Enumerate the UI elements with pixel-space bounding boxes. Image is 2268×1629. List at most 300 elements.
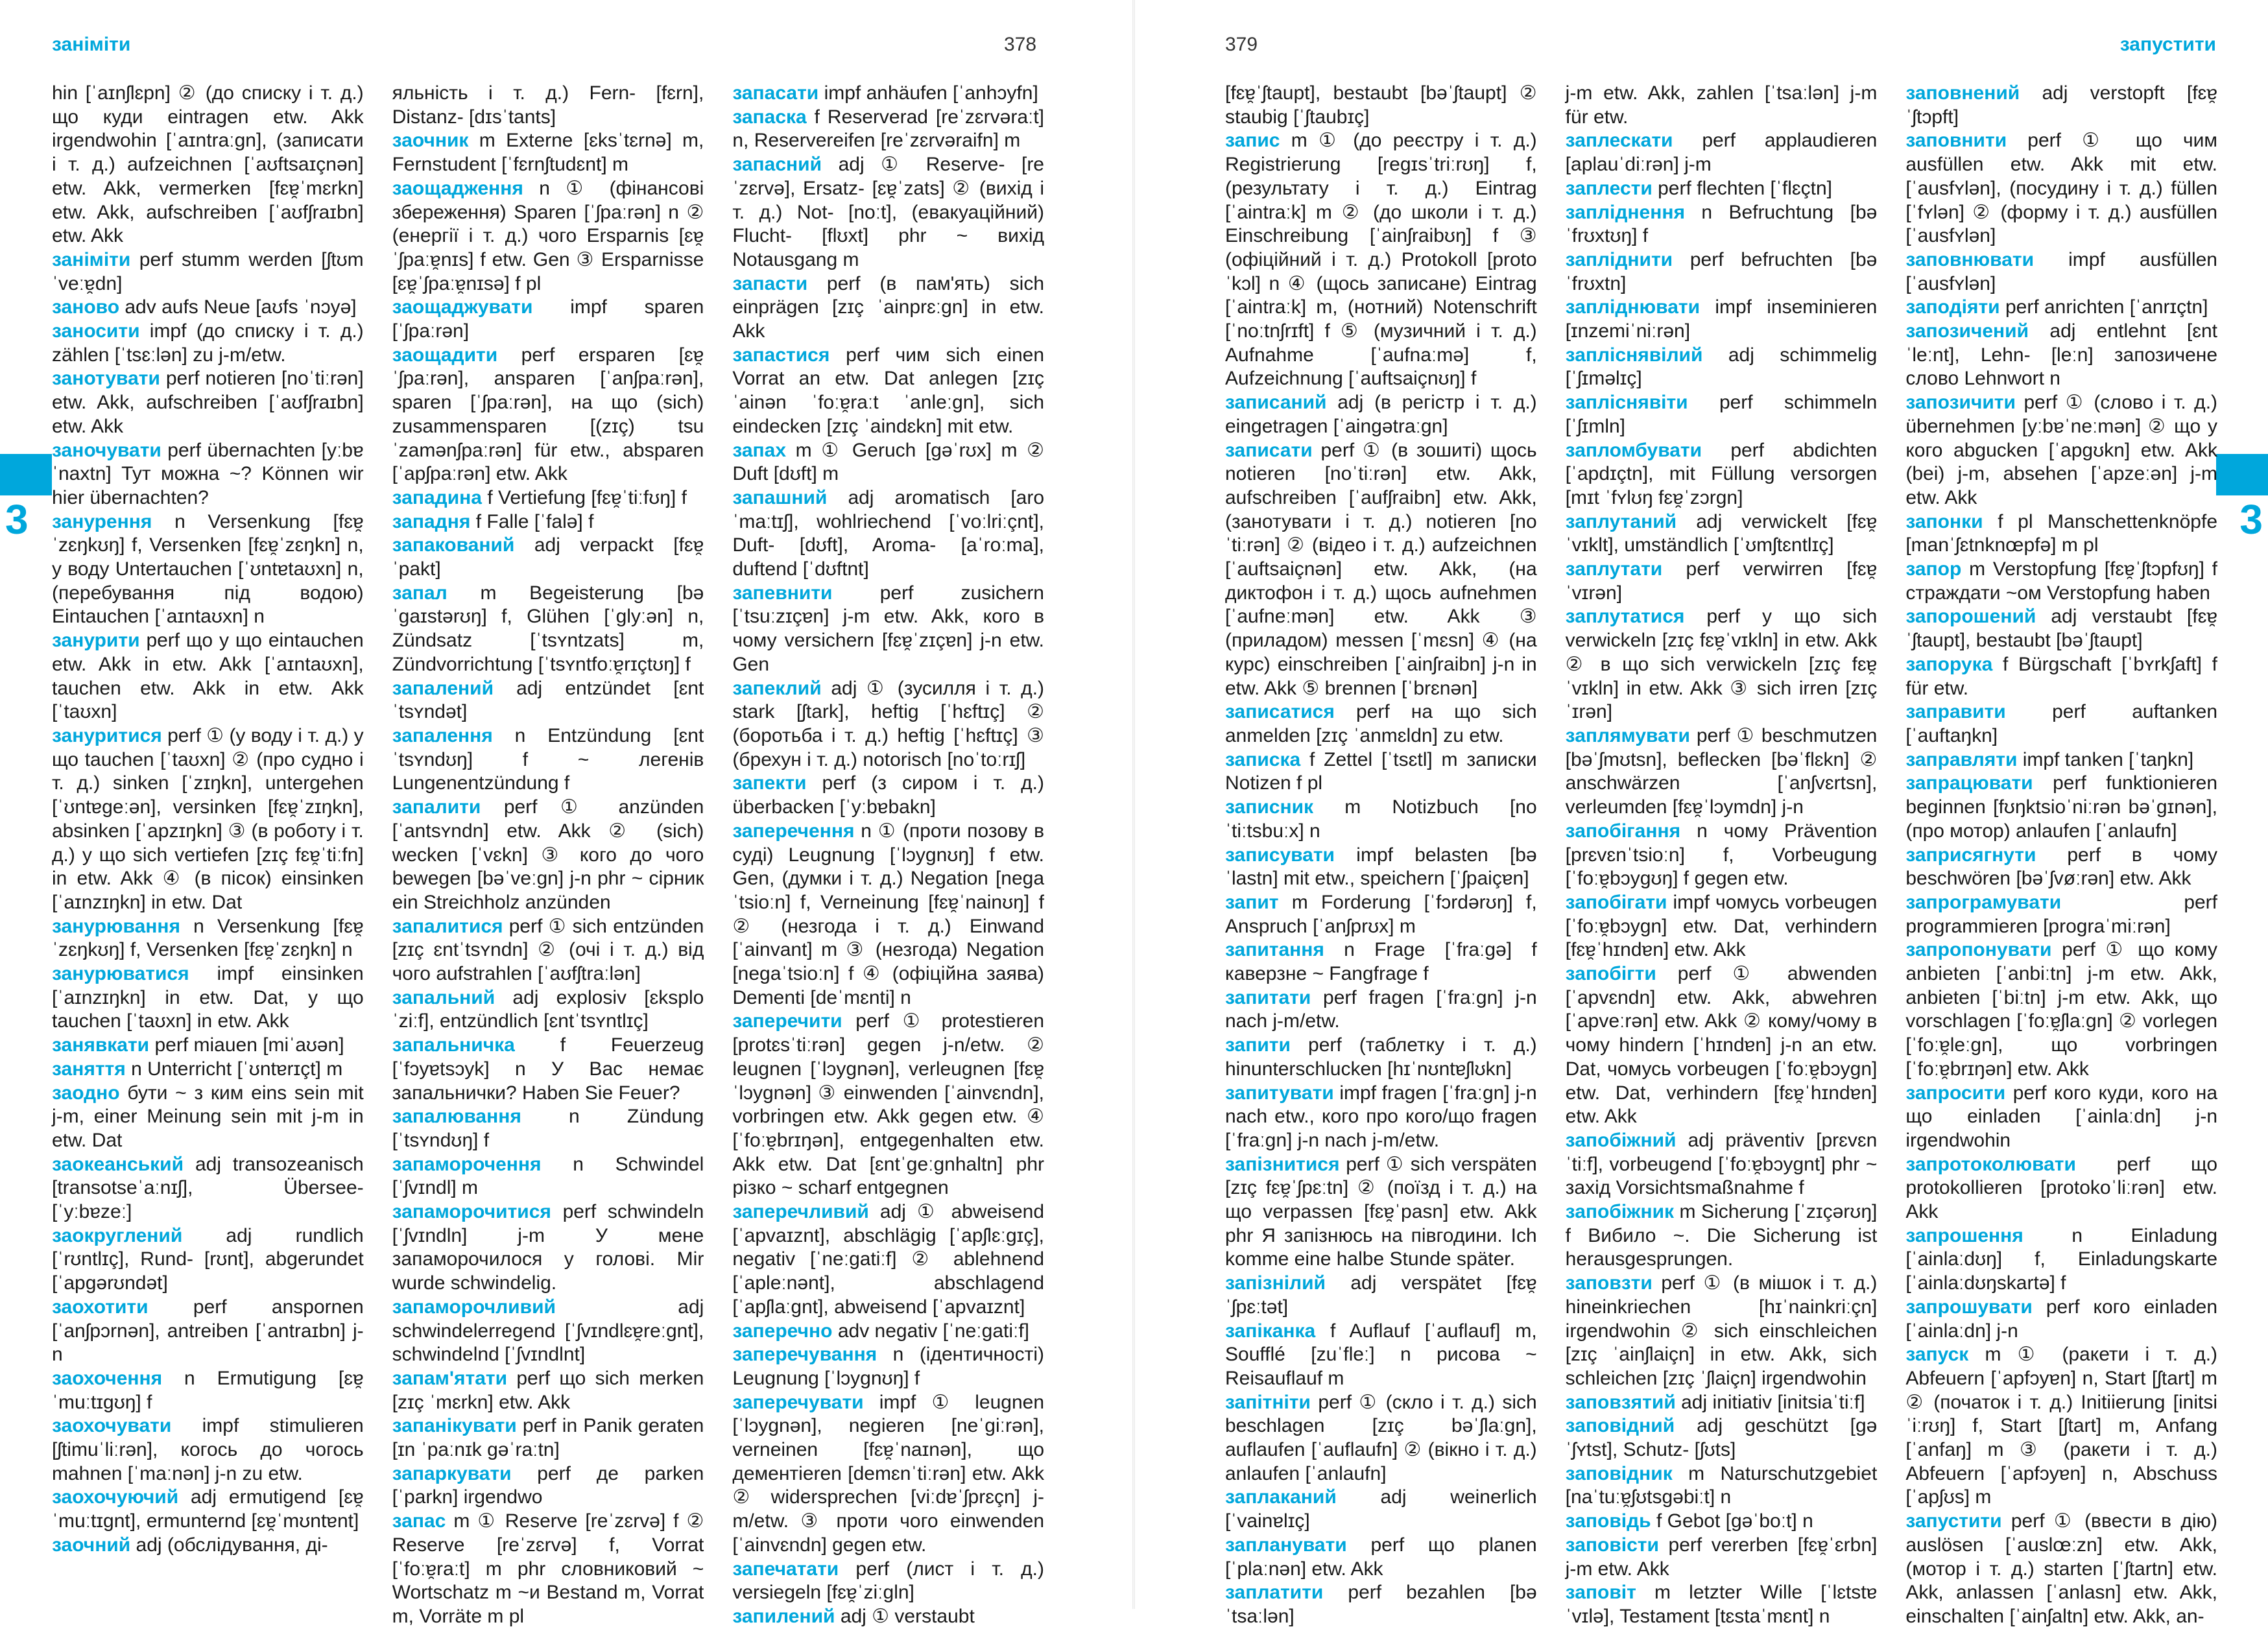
entry-definition: perf bezahlen [bəˈtsaːlən]: [1225, 1582, 1537, 1627]
dictionary-entry: [732, 439, 1044, 486]
entry-headword: запліснявілий: [1565, 344, 1703, 366]
entry-headword: запаморочитися: [392, 1201, 551, 1223]
entry-definition: n ① (фінансові збереження) Sparen [ˈʃpaːrən] n ② (енергії і т. д.) чого Ersparnis [ɛɐ̯ˈʃpaːɐ̯nɪs] f etw. Gen ③ Ersparnisse [ɛɐ̯ˈʃpaːɐ̯nɪsə] f pl: [392, 177, 704, 294]
entry-definition: impf fragen [ˈfraːgn] j-n nach etw., кого про кого/що fragen [ˈfraːgn] j-n nach j-m/etw.: [1225, 1082, 1537, 1151]
dictionary-entry: [1566, 391, 1878, 438]
dictionary-entry: [1905, 891, 2217, 938]
entry-definition: perf ersparen [ɛɐ̯ˈʃpaːrən], ansparen [ˈanʃpaːrən], sparen [ˈʃpaːrən], на що (sich) zusammensparen [(zɪç) tsuˈzamənʃpaːrən] für etw., absparen [ˈapʃpaːrən] etw. Akk: [392, 344, 704, 485]
dictionary-entry: [52, 1486, 364, 1533]
dictionary-entry: [1225, 129, 1537, 391]
dictionary-entry: [392, 1510, 704, 1629]
dictionary-entry: [392, 82, 704, 129]
columns-left: [52, 82, 1045, 1627]
dictionary-entry: [1566, 1462, 1878, 1510]
entry-headword: заплатити: [1225, 1582, 1324, 1604]
dictionary-entry: [1225, 1272, 1537, 1319]
dictionary-entry: [732, 582, 1044, 677]
dictionary-entry: [1905, 700, 2217, 748]
entry-definition: f Feuerzeug [ˈfɔyɐtsɔyk] n У Вас немає запальнички? Haben Sie Feuer?: [392, 1034, 704, 1104]
dictionary-entry: [732, 344, 1044, 439]
entry-definition: perf verwirren [fɛɐ̯ˈvɪrən]: [1565, 558, 1878, 604]
entry-headword: записати: [1225, 439, 1313, 461]
dictionary-entry: [392, 486, 704, 510]
column: [52, 82, 364, 1556]
entry-headword: запропонувати: [1905, 939, 2052, 961]
entry-definition: n Schwindel [ˈʃvɪndl] m: [392, 1153, 704, 1199]
dictionary-entry: [392, 1296, 704, 1367]
entry-headword: запланувати: [1225, 1534, 1347, 1556]
entry-headword: запліднення: [1565, 201, 1685, 223]
running-head-word: запустити: [2119, 34, 2216, 55]
entry-definition: perf zusichern [ˈtsuːzɪçɐn] j-m etw. Akk, кого в чому versichern [fɛɐ̯ˈzɪçɐn] j-n etw. Gen: [732, 582, 1045, 675]
entry-definition: perf funktionieren beginnen [fʊŋktsioˈniːrən bəˈgɪnən], (про мотор) anlaufen [ˈanlaufn]: [1905, 772, 2218, 842]
dictionary-entry: [1566, 1200, 1878, 1272]
entry-headword: заперечно: [732, 1320, 833, 1342]
entry-definition: m ① (до реєстру і т. д.) Registrierung [regɪsˈtriːrʊŋ] f, (результату і т. д.) Eintrag [ˈaintraːk] m ② (до школи і т. д.) Einschreibung [ˈainʃraibʊŋ] f ③ (офіційний і т. д.) Protokoll [protoˈkɔl] n ④ (щось записане) Eintrag [ˈaintraːk] m, (нотний) Notenschrift [ˈnoːtnʃrɪft] f ⑤ (музичний і т. д.) Aufnahme [ˈaufnaːmə] f, Aufzeichnung [ˈauftsaiçnʊŋ] f: [1225, 130, 1537, 390]
entry-definition: n Ermutigung [ɛɐ̯ˈmuːtɪgʊŋ] f: [52, 1367, 364, 1413]
entry-definition: adj explosiv [ɛksploˈziːf], entzündlich [ɛntˈtsʏntlɪç]: [392, 986, 704, 1032]
entry-definition: perf flechten [ˈflɛçtn]: [1658, 177, 1832, 199]
entry-definition: m ① (ракети і т. д.) Abfeuern [ˈapfɔyɐn] n, Start [ʃtart] m ② (початок і т. д.) Initiierung [initsiˈiːrʊŋ] f, Start [ʃtart] m, Anfang [ˈanfaŋ] m ③ (ракети і т. д.) Abfeuern [ˈapfɔyɐn] n, Abschuss [ˈapʃʊs] m: [1905, 1344, 2218, 1508]
entry-definition: n Zündung [ˈtsʏndʊŋ] f: [392, 1106, 704, 1151]
entry-definition: perf auftanken [ˈauftaŋkn]: [1905, 701, 2218, 746]
dictionary-entry: [732, 1343, 1044, 1390]
entry-definition: adj schimmelig [ˈʃɪməlɪç]: [1565, 344, 1878, 390]
dictionary-entry: [1225, 748, 1537, 796]
dictionary-entry: [392, 796, 704, 915]
entry-definition: m ① Geruch [gəˈrʊx] m ② Duft [dʊft] m: [732, 439, 1045, 485]
dictionary-entry: [392, 1200, 704, 1296]
dictionary-entry: [392, 677, 704, 724]
entry-definition: impf ausfüllen [ˈausfʏlən]: [1905, 248, 2217, 294]
entry-headword: запрошувати: [1905, 1296, 2033, 1318]
dictionary-entry: [1225, 938, 1537, 986]
running-head-word: заніміти: [52, 34, 131, 55]
dictionary-entry: [1905, 1082, 2217, 1153]
entry-definition: adj verwickelt [fɛɐ̯ˈvɪklt], umständlich [ˈʊmʃtɛntlɪç]: [1565, 510, 1878, 556]
entry-definition: [fɛɐ̯ˈʃtaupt], bestaubt [bəˈʃtaupt] ② staubig [ˈʃtaubɪç]: [1225, 82, 1537, 128]
entry-definition: adj verspätet [fɛɐ̯ˈʃpɛːtət]: [1225, 1272, 1537, 1318]
entry-headword: запітніти: [1225, 1391, 1311, 1413]
entry-headword: запалення: [392, 724, 493, 746]
entry-definition: perf ① anzünden [ˈantsʏndn] etw. Akk ② (sich) wecken [ˈvɛkn] ③ кого до чого bewegen [bəˈveːgn] j-n phr ~ сірник ein Streichholz anzünden: [392, 796, 704, 913]
dictionary-entry: [1566, 1129, 1878, 1200]
dictionary-entry: [732, 272, 1044, 344]
running-head-right: [2120, 34, 2216, 66]
dictionary-entry: [1566, 1391, 1878, 1415]
entry-headword: запанікувати: [392, 1415, 517, 1437]
entry-headword: запакований: [392, 534, 515, 556]
entry-headword: заправити: [1905, 701, 2006, 723]
entry-definition: adj entlehnt [ɛntˈleːnt], Lehn- [leːn] запозичене слово Lehnwort n: [1905, 320, 2218, 390]
entry-definition: adj rundlich [ˈrʊntlɪç], Rund- [rʊnt], abgerundet [ˈapgərʊndət]: [52, 1224, 364, 1294]
entry-definition: f Gebot [gəˈboːt] n: [1656, 1510, 1813, 1532]
entry-headword: заощадити: [392, 344, 498, 366]
dictionary-entry: [1225, 1581, 1537, 1628]
dictionary-entry: [1225, 1391, 1537, 1486]
entry-headword: запобігати: [1565, 891, 1667, 913]
entry-headword: записаний: [1225, 392, 1327, 414]
entry-definition: perf де parken [ˈparkn] irgendwo: [392, 1462, 704, 1508]
entry-headword: запалювання: [392, 1106, 521, 1128]
entry-definition: perf notieren [noˈtiːrən] etw. Akk, aufschreiben [ˈaʊfʃraɪbn] etw. Akk: [52, 368, 364, 437]
entry-headword: записувати: [1225, 844, 1335, 866]
entry-headword: запитати: [1225, 986, 1311, 1008]
column: [1905, 82, 2218, 1627]
page-number: 378: [1004, 34, 1037, 55]
entry-headword: занурення: [52, 510, 152, 532]
entry-definition: perf applaudieren [aplauˈdiːrən] j-m: [1565, 130, 1878, 176]
entry-definition: f Zettel [ˈtsɛtl] m записки Notizen f pl: [1225, 748, 1537, 794]
entry-definition: f Auflauf [ˈauflauf] m, Soufflé [zuˈfleː] n рисова ~ Reisauflauf m: [1225, 1320, 1537, 1389]
entry-definition: adj verstaubt [fɛɐ̯ˈʃtaupt], bestaubt [bəˈʃtaupt]: [1905, 606, 2218, 652]
entry-headword: запасти: [732, 272, 808, 294]
entry-definition: f Reserverad [reˈzɛrvəraːt] n, Reservereifen [reˈzɛrvəraifn] m: [732, 106, 1045, 152]
entry-headword: запозичити: [1905, 392, 2016, 414]
entry-definition: perf anspornen [ˈanʃpɔrnən], antreiben [ˈantraɪbn] j-n: [52, 1296, 364, 1366]
entry-headword: заохотити: [52, 1296, 149, 1318]
entry-definition: n Versenkung [fɛɐ̯ˈzɛŋkʊŋ] f, Versenken [fɛɐ̯ˈzɛŋkn] n, у воду Untertauchen [ˈʊntɐtaʊxn] n, (перебування під водою) Eintauchen [ˈaɪntaʊxn] n: [52, 510, 364, 628]
entry-headword: запах: [732, 439, 787, 461]
entry-headword: запліднити: [1565, 248, 1673, 270]
dictionary-entry: [732, 486, 1044, 582]
entry-definition: perf у що sich verwickeln [zɪç fɛɐ̯ˈvɪkln] in etw. Akk ② в що sich verwickeln [zɪç fɛɐ̯ˈvɪkln] in etw. Akk ③ sich irren [zɪç ˈɪrən]: [1565, 606, 1878, 723]
dictionary-entry: [52, 1296, 364, 1367]
dictionary-entry: [392, 129, 704, 176]
thumb-index-number: 3: [5, 496, 29, 543]
entry-headword: запустити: [1905, 1510, 2002, 1532]
dictionary-entry: [732, 1391, 1044, 1558]
entry-headword: запуск: [1905, 1344, 1969, 1366]
entry-definition: n Frage [ˈfraːgə] f каверзне ~ Fangfrage f: [1225, 939, 1537, 985]
entry-headword: запитання: [1225, 939, 1324, 961]
entry-definition: n Unterricht [ˈʊntɐrɪçt] m: [131, 1058, 343, 1080]
dictionary-entry: [52, 296, 364, 320]
dictionary-entry: [1225, 796, 1537, 843]
dictionary-entry: [52, 367, 364, 438]
dictionary-entry: [1225, 439, 1537, 701]
entry-definition: perf (лист і т. д.) versiegeln [fɛɐ̯ˈziːgln]: [732, 1558, 1045, 1604]
entry-headword: запам'ятати: [392, 1367, 508, 1389]
dictionary-entry: [52, 962, 364, 1034]
dictionary-entry: [52, 82, 364, 248]
dictionary-entry: [732, 106, 1044, 153]
dictionary-entry: [1905, 938, 2217, 1081]
entry-definition: adj ermutigend [ɛɐ̯ˈmuːtɪgnt], ermunternd [ɛɐ̯ˈmʊntɐnt]: [52, 1486, 364, 1532]
entry-headword: запечатати: [732, 1558, 839, 1580]
entry-headword: заповідний: [1565, 1415, 1675, 1437]
entry-headword: заплаканий: [1225, 1486, 1337, 1508]
entry-definition: impf inseminieren [ɪnzemiˈniːrən]: [1565, 296, 1878, 342]
entry-definition: m Naturschutzgebiet [naˈtuːɐ̯ʃʊtsgəbiːt] n: [1565, 1462, 1878, 1508]
dictionary-entry: [392, 915, 704, 986]
entry-definition: m Forderung [ˈfɔrdərʊŋ] f, Anspruch [ˈanʃprʊx] m: [1225, 891, 1537, 937]
entry-headword: заповіт: [1565, 1582, 1636, 1604]
entry-headword: заохочуючий: [52, 1486, 179, 1508]
thumb-index-number: 3: [2239, 496, 2263, 543]
entry-definition: m ① Reserve [reˈzɛrvə] f ② Reserve [reˈzɛrvə] f, Vorrat [ˈfoːɐ̯raːt] m phr словниковий ~ Wortschatz m ~и Bestand m, Vorrat m, Vorräte m pl: [392, 1510, 704, 1627]
entry-definition: perf ① (скло і т. д.) sich beschlagen [zɪç bəˈʃlaːgn], auflaufen [ˈauflaufn] ② (вікно і т. д.) anlaufen [ˈanlaufn]: [1225, 1391, 1537, 1484]
entry-definition: perf ① (слово і т. д.) übernehmen [yːbɐˈneːmən] ② що у кого abgucken [ˈapgʊkn] etw. Akk (bei) j-m, absehen [ˈapzeːən] j-m etw. Akk: [1905, 392, 2218, 508]
entry-headword: заново: [52, 296, 120, 318]
entry-headword: запальничка: [392, 1034, 515, 1056]
dictionary-entry: [1566, 1510, 1878, 1534]
entry-headword: запити: [1225, 1034, 1291, 1056]
entry-headword: запобіжник: [1565, 1201, 1675, 1223]
dictionary-entry: [52, 1034, 364, 1058]
entry-definition: n Einladung [ˈainlaːdʊŋ] f, Einladungskarte [ˈainlaːdʊŋskartə] f: [1905, 1224, 2218, 1294]
dictionary-entry: [52, 1414, 364, 1486]
entry-definition: perf programmieren [prograˈmiːrən]: [1905, 891, 2218, 937]
entry-definition: бути ~ з ким eins sein mit j-m, einer Meinung sein mit j-m in etw. Dat: [52, 1082, 364, 1151]
page-number-left: [1004, 34, 1036, 66]
entry-definition: m Verstopfung [fɛɐ̯ˈʃtɔpfʊŋ] f страждати ~ом Verstopfung haben: [1905, 558, 2218, 604]
entry-headword: запекти: [732, 772, 807, 794]
dictionary-entry: [392, 1462, 704, 1510]
entry-headword: заповнювати: [1905, 248, 2035, 270]
entry-headword: запобігання: [1565, 820, 1681, 842]
dictionary-entry: [1905, 129, 2217, 248]
entry-headword: запобіжний: [1565, 1129, 1677, 1151]
dictionary-entry: [52, 1082, 364, 1153]
entry-headword: заперечення: [732, 820, 855, 842]
entry-definition: n Versenkung [fɛɐ̯ˈzɛŋkʊŋ] f, Versenken [fɛɐ̯ˈzɛŋkn] n: [52, 915, 364, 961]
entry-headword: заощадження: [392, 177, 523, 199]
dictionary-entry: [1566, 558, 1878, 605]
entry-headword: заперечувати: [732, 1391, 864, 1413]
entry-definition: impf einsinken [ˈaɪnzɪŋkn] in etw. Dat, у що tauchen [ˈtaʊxn] in etw. Akk: [52, 963, 364, 1032]
entry-headword: занурюватися: [52, 963, 189, 985]
entry-headword: запасати: [732, 82, 819, 104]
entry-headword: запальний: [392, 986, 495, 1008]
entry-headword: запалити: [392, 796, 481, 818]
entry-headword: запас: [392, 1510, 446, 1532]
dictionary-entry: [1566, 724, 1878, 820]
entry-definition: perf на що sich anmelden [zɪç ˈanmɛldn] zu etw.: [1225, 701, 1537, 746]
entry-headword: заочний: [52, 1534, 131, 1556]
columns-right: [1225, 82, 2218, 1627]
entry-headword: заплутати: [1565, 558, 1663, 580]
entry-definition: perf ① що чим ausfüllen etw. Akk mit etw. [ˈausfʏlən], (посудину і т. д.) füllen [ˈfʏlən] ② (форму і т. д.) ausfüllen [ˈausfʏlən]: [1905, 130, 2218, 247]
entry-headword: запит: [1225, 891, 1279, 913]
entry-headword: заплутатися: [1565, 606, 1685, 628]
entry-definition: perf schwindeln [ˈʃvɪndln] j-m У мене запаморочилося у голові. Mir wurde schwindelig.: [392, 1201, 704, 1294]
entry-headword: заповідь: [1565, 1510, 1651, 1532]
dictionary-entry: [1225, 1034, 1537, 1081]
entry-definition: adj aromatisch [aroˈmaːtɪʃ], wohlriechend [ˈvoːlriːçnt], Duft- [dʊft], Aroma- [aˈroːma], duftend [ˈdʊftnt]: [732, 486, 1045, 580]
dictionary-entry: [1225, 1486, 1537, 1533]
dictionary-entry: [392, 582, 704, 677]
entry-definition: j-m etw. Akk, zahlen [ˈtsaːlən] j-m für etw.: [1565, 82, 1878, 128]
dictionary-entry: [52, 915, 364, 962]
entry-headword: заніміти: [52, 248, 131, 270]
dictionary-entry: [392, 344, 704, 486]
dictionary-entry: [1225, 891, 1537, 938]
entry-headword: запросити: [1905, 1082, 2006, 1104]
dictionary-entry: [392, 296, 704, 343]
entry-definition: f Bürgschaft [ˈbʏrkʃaft] f für etw.: [1905, 653, 2218, 699]
entry-headword: заповнений: [1905, 82, 2020, 104]
dictionary-entry: [392, 177, 704, 296]
entry-headword: заповідник: [1565, 1462, 1673, 1484]
dictionary-entry: [1566, 1414, 1878, 1462]
entry-headword: запонки: [1905, 510, 1983, 532]
entry-headword: западня: [392, 510, 471, 532]
entry-headword: зануритися: [52, 724, 162, 746]
entry-definition: f Falle [ˈfalə] f: [475, 510, 594, 532]
entry-definition: perf ① sich entzünden [zɪç ɛntˈtsʏndn] ② (очі і т. д.) від чого aufstrahlen [ˈaʊfʃtraːlən]: [392, 915, 704, 985]
entry-definition: perf що у що eintauchen etw. Akk in etw. Akk [ˈaɪntaʊxn], tauchen etw. Akk in etw. Akk [ˈtaʊxn]: [52, 630, 364, 723]
dictionary-entry: [732, 1605, 1044, 1629]
entry-headword: заплести: [1565, 177, 1653, 199]
entry-definition: f Vertiefung [fɛɐ̯ˈtiːfʊŋ] f: [487, 486, 687, 508]
dictionary-entry: [1905, 391, 2217, 510]
dictionary-entry: [1905, 1224, 2217, 1296]
entry-headword: запасний: [732, 154, 822, 176]
dictionary-entry: [52, 724, 364, 915]
entry-definition: n (ідентичності) Leugnung [ˈlɔygnʊŋ] f: [732, 1344, 1045, 1389]
dictionary-entry: [392, 1105, 704, 1152]
entry-definition: m Externe [ɛksˈtɛrnə] m, Fernstudent [ˈfɛrnʃtudɛnt] m: [392, 130, 704, 176]
entry-definition: m Begeisterung [bəˈgaɪstərʊŋ] f, Glühen [ˈglyːən] n, Zündsatz [ˈtsʏntzats] m, Zündvorrichtung [ˈtsʏntfoːɐ̯rɪçtʊŋ] f: [392, 582, 704, 675]
entry-headword: запеклий: [732, 677, 822, 699]
entry-headword: записник: [1225, 796, 1314, 818]
dictionary-entry: [732, 1010, 1044, 1200]
entry-definition: adj präventiv [prɛvɛnˈtiːf], vorbeugend [ˈfoːɐ̯bɔygnt] phr ~ захід Vorsichtsmaßnahme f: [1565, 1129, 1878, 1199]
entry-definition: impf (до списку і т. д.) zählen [ˈtsɛːlən] zu j-m/etw.: [52, 320, 364, 366]
dictionary-entry: [1566, 296, 1878, 343]
entry-definition: m Notizbuch [noˈtiːtsbuːx] n: [1225, 796, 1537, 842]
dictionary-entry: [1566, 248, 1878, 296]
dictionary-entry: [1905, 772, 2217, 843]
entry-definition: perf ① beschmutzen [bəˈʃmʊtsn], beflecken [bəˈflɛkn] ② anschwärzen [ˈanʃvɛrtsn], verleumden [fɛɐ̯ˈlɔymdn] j-n: [1565, 724, 1878, 818]
dictionary-entry: [1566, 605, 1878, 724]
entry-definition: adj geschützt [gəˈʃʏtst], Schutz- [ʃʊts]: [1565, 1415, 1878, 1461]
dictionary-entry: [732, 772, 1044, 819]
entry-definition: adj (в регістр і т. д.) eingetragen [ˈaingətraːgn]: [1225, 392, 1537, 437]
dictionary-entry: [52, 248, 364, 296]
entry-headword: заощаджувати: [392, 296, 533, 318]
dictionary-entry: [1905, 748, 2217, 772]
column: [732, 82, 1045, 1627]
entry-headword: заповісти: [1565, 1534, 1659, 1556]
entry-headword: занурити: [52, 630, 140, 652]
entry-definition: perf anrichten [ˈanrɪçtn]: [2005, 296, 2208, 318]
entry-headword: запорука: [1905, 653, 1993, 675]
entry-definition: adj initiativ [initsiaˈtiːf]: [1681, 1391, 1865, 1413]
entry-headword: запевнити: [732, 582, 833, 604]
entry-headword: запротоколювати: [1905, 1153, 2076, 1175]
entry-definition: perf ① (ввести в дію) auslösen [ˈauslœːzn] etw. Akk, (мотор і т. д.) starten [ˈʃtartn] etw. Akk, anlassen [ˈanlasn] etw. Akk, einschalten [ˈainʃaltn] etw. Akk, an-: [1905, 1510, 2218, 1627]
entry-definition: perf übernachten [yːbɐˈnaxtn] Тут можна ~? Können wir hier übernachten?: [52, 439, 364, 508]
entry-headword: заочник: [392, 130, 469, 152]
entry-definition: impf belasten [bəˈlastn] mit etw., speichern [ˈʃpaiçɐn]: [1225, 844, 1537, 890]
entry-definition: impf ① leugnen [ˈlɔygnən], negieren [neˈgiːrən], verneinen [fɛɐ̯ˈnaɪnən], що дементieren [demɛnˈtiːrən] etw. Akk ② widersprechen [viːdɐˈʃprɛçn] j-m/etw. ③ проти чого einwenden [ˈainvɛndn] gegen etw.: [732, 1391, 1045, 1556]
dictionary-entry: [1905, 248, 2217, 296]
entry-definition: perf ① protestieren [protɛsˈtiːrən] gegen j-n/etw. ② leugnen [ˈlɔygnən], verleugnen [fɛɐ̯ˈlɔygnən] ③ einwenden [ˈainvɛndn], vorbringen etw. Akk gegen etw. ④ [ˈfoːɐ̯brɪŋən], entgegenhalten etw. Akk etw. Dat [ɛntˈgeːgnhaltn] phr різко ~ scharf entgegnen: [732, 1010, 1045, 1199]
entry-definition: n Entzündung [ɛntˈtsʏndʊŋ] f ~ легенів Lungenentzündung f: [392, 724, 704, 794]
entry-definition: perf що sich merken [zɪç ˈmɛrkn] etw. Akk: [392, 1367, 704, 1413]
dictionary-entry: [52, 1367, 364, 1414]
dictionary-entry: [1905, 653, 2217, 700]
entry-definition: adj ① (зусилля і т. д.) stark [ʃtark], heftig [ˈhɛftɪç] ② (боротьба і т. д.) heftig [ˈhɛftɪç] ③ (брехун і т. д.) notorisch [noˈtoːrɪʃ]: [732, 677, 1045, 770]
entry-headword: заохочувати: [52, 1415, 172, 1437]
dictionary-entry: [1566, 177, 1878, 201]
dictionary-entry: [1905, 844, 2217, 891]
dictionary-entry: [392, 510, 704, 534]
dictionary-entry: [1566, 510, 1878, 558]
entry-headword: заприсягнути: [1905, 844, 2036, 866]
dictionary-entry: [392, 724, 704, 796]
entry-headword: запис: [1225, 130, 1280, 152]
dictionary-entry: [1566, 820, 1878, 891]
entry-definition: perf schimmeln [ˈʃɪmln]: [1565, 392, 1878, 437]
dictionary-entry: [1566, 1581, 1878, 1628]
entry-definition: adj schwindelerregend [ˈʃvɪndlɛɐ̯reːgnt], schwindelnd [ˈʃvɪndlnt]: [392, 1296, 704, 1366]
entry-headword: запал: [392, 582, 448, 604]
entry-definition: perf ① sich verspäten [zɪç fɛɐ̯ˈʃpɛːtn] ② (поїзд і т. д.) на що verpassen [fɛɐ̯ˈpasn] etw. Akk phr Я запізнюсь на півгодини. Ich komme eine halbe Stunde später.: [1225, 1153, 1537, 1270]
entry-definition: n чому Prävention [prɛvɛnˈtsioːn] f, Vorbeugung [ˈfoːɐ̯bɔygʊŋ] f gegen etw.: [1565, 820, 1878, 890]
entry-definition: perf що protokollieren [protokoˈliːrən] etw. Akk: [1905, 1153, 2218, 1223]
dictionary-entry: [1566, 344, 1878, 391]
entry-definition: perf ① (в мішок і т. д.) hineinkriechen [hɪˈnainkriːçn] irgendwohin ② sich einschleichen [zɪç ˈainʃlaiçn] in etw. Akk, sich schleichen [zɪç ˈʃlaiçn] irgendwohin: [1565, 1272, 1878, 1389]
entry-definition: adv negativ [ˈneːgatiːf]: [837, 1320, 1030, 1342]
dictionary-entry: [52, 1153, 364, 1224]
entry-definition: perf befruchten [bəˈfrʊxtn]: [1565, 248, 1878, 294]
entry-headword: заповзти: [1565, 1272, 1653, 1294]
entry-headword: запашний: [732, 486, 828, 508]
entry-definition: perf чим sich einen Vorrat an etw. Dat anlegen [zɪç ˈainən ˈfoːɐ̯raːt ˈanleːgn], sich eindecken [zɪç ˈaindɛkn] mit etw.: [732, 344, 1045, 437]
entry-definition: яльність і т. д.) Fern- [fɛrn], Distanz- [dɪsˈtants]: [392, 82, 704, 128]
dictionary-entry: [1566, 1534, 1878, 1581]
entry-definition: impf sparen [ˈʃpaːrən]: [392, 296, 704, 342]
dictionary-entry: [1905, 1510, 2217, 1629]
entry-definition: f pl Manschettenknöpfe [manˈʃɛtnknœpfə] m pl: [1905, 510, 2218, 556]
entry-definition: perf vererben [fɛɐ̯ˈɛrbn] j-m etw. Akk: [1565, 1534, 1878, 1580]
entry-headword: запор: [1905, 558, 1962, 580]
entry-headword: заповзятий: [1565, 1391, 1676, 1413]
dictionary-entry: [52, 1534, 364, 1558]
entry-headword: запізнілий: [1225, 1272, 1326, 1294]
page-number-right: [1225, 34, 1258, 66]
dictionary-entry: [1905, 82, 2217, 129]
dictionary-entry: [732, 1558, 1044, 1605]
dictionary-entry: [52, 629, 364, 724]
dictionary-entry: [1225, 1153, 1537, 1272]
dictionary-entry: [52, 439, 364, 510]
entry-definition: perf (з сиром і т. д.) überbacken [ˈyːbɐbakn]: [732, 772, 1044, 818]
dictionary-entry: [732, 82, 1044, 106]
dictionary-entry: [392, 1034, 704, 1105]
dictionary-entry: [52, 1224, 364, 1296]
entry-definition: m letzter Wille [ˈlɛtstɐ ˈvɪlə], Testament [tɛstaˈmɛnt] n: [1565, 1582, 1878, 1627]
entry-headword: запалитися: [392, 915, 503, 937]
entry-definition: adv aufs Neue [aʊfs ˈnɔyə]: [125, 296, 357, 318]
entry-headword: занотувати: [52, 368, 160, 390]
entry-headword: занявкати: [52, 1034, 150, 1056]
entry-definition: perf ① abwenden [ˈapvɛndn] etw. Akk, abwehren [ˈapveːrən] etw. Akk ② кому/чому в чому hindern [ˈhɪndɐn] j-n an etw. Dat, чомусь vorbeugen [ˈfoːɐ̯bɔygn] etw. Dat, verhindern [fɛɐ̯ˈhɪndɐn] etw. Akk: [1565, 963, 1878, 1128]
entry-headword: запрограмувати: [1905, 891, 2062, 913]
entry-headword: запитувати: [1225, 1082, 1334, 1104]
entry-definition: impf anhäufen [ˈanhɔyfn]: [824, 82, 1038, 104]
dictionary-entry: [732, 677, 1044, 772]
dictionary-entry: [1566, 439, 1878, 510]
dictionary-entry: [1905, 320, 2217, 391]
entry-definition: perf (в пам'ять) sich einprägen [zɪç ˈainprɛːgn] in etw. Akk: [732, 272, 1045, 342]
entry-headword: заночувати: [52, 439, 161, 461]
dictionary-entry: [392, 1414, 704, 1462]
entry-definition: impf tanken [ˈtaŋkn]: [2022, 748, 2194, 770]
